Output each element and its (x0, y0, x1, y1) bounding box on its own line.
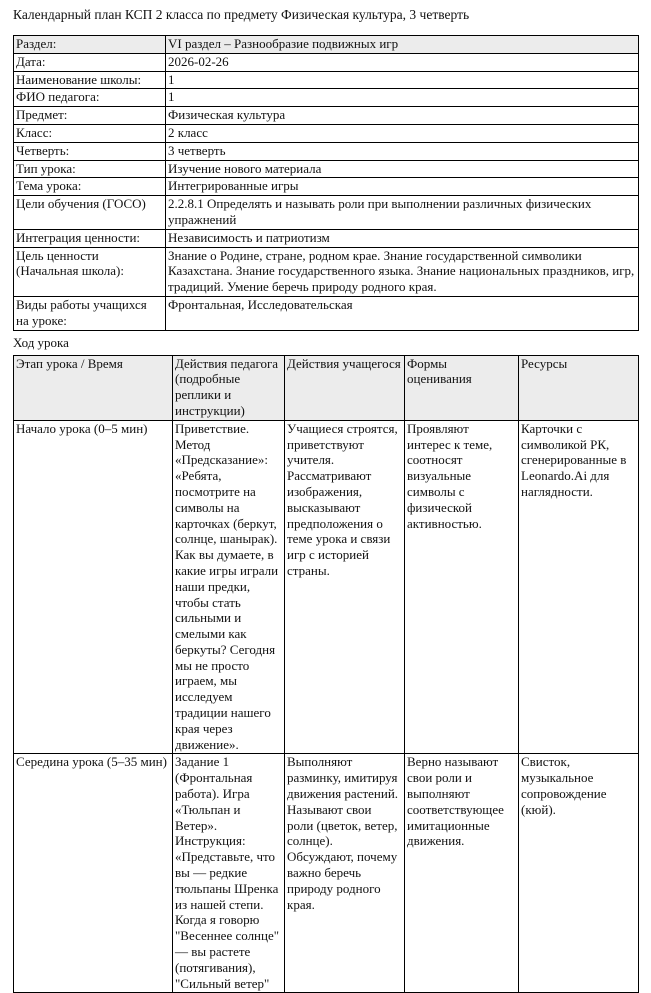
info-label-cell: Интеграция ценности: (14, 229, 166, 247)
info-value-cell: Физическая культура (166, 107, 639, 125)
info-label-cell: Класс: (14, 124, 166, 142)
info-table-row (14, 229, 639, 247)
lesson-plan-table (13, 355, 639, 993)
info-label-cell: ФИО педагога: (14, 89, 166, 107)
info-table-row (14, 160, 639, 178)
teacher-actions-cell: Задание 1 (Фронтальная работа). Игра «Тюльпан и Ветер». Инструкция: «Представьте, что вы — редкие тюльпаны Шренка из нашей степи. Когда я говорю "Весеннее солнце" — вы растете (потягивания), "Сильный ветер" (173, 754, 285, 993)
resources-cell: Карточки с символикой РК, сгенерированные в Leonardo.Ai для наглядности. (519, 420, 639, 754)
resources-cell: Свисток, музыкальное сопровождение (кюй). (519, 754, 639, 993)
info-table-row (14, 178, 639, 196)
info-value-cell: Независимость и патриотизм (166, 229, 639, 247)
assessment-cell: Проявляют интерес к теме, соотносят визуальные символы с физической активностью. (405, 420, 519, 754)
student-actions-cell: Выполняют разминку, имитируя движения растений. Называют свои роли (цветок, ветер, солнце). Обсуждают, почему важно беречь природу родного края. (285, 754, 405, 993)
info-value-cell: 2.2.8.1 Определять и называть роли при выполнении различных физических упражнений (166, 196, 639, 230)
stage-cell: Начало урока (0–5 мин) (14, 420, 173, 754)
info-table-row (14, 89, 639, 107)
lesson-table-header-row (14, 355, 639, 420)
student-actions-cell: Учащиеся строятся, приветствуют учителя. Рассматривают изображения, высказывают предположения о теме урока и связи игр с историей страны. (285, 420, 405, 754)
lesson-table-row (14, 754, 639, 993)
column-header-stage: Этап урока / Время (14, 355, 173, 420)
info-value-cell: 1 (166, 89, 639, 107)
info-table-row (14, 53, 639, 71)
info-label-cell: Раздел: (14, 36, 166, 54)
info-value-cell: Фронтальная, Исследовательская (166, 296, 639, 330)
info-table (13, 35, 639, 331)
page-title: Календарный план КСП 2 класса по предмету Физическая культура, 3 четверть (13, 7, 470, 22)
info-table-row (14, 71, 639, 89)
info-value-cell: 2026-02-26 (166, 53, 639, 71)
info-table-row (14, 107, 639, 125)
column-header-resources: Ресурсы (519, 355, 639, 420)
stage-cell: Середина урока (5–35 мин) (14, 754, 173, 993)
teacher-actions-cell: Приветствие. Метод «Предсказание»: «Ребята, посмотрите на символы на карточках (беркут, солнце, шанырак). Как вы думаете, в какие игры играли наши предки, чтобы стать сильными и смелыми как беркуты? Сегодня мы не просто играем, мы исследуем традиции нашего края через движение». (173, 420, 285, 754)
info-label-cell: Четверть: (14, 142, 166, 160)
info-table-row (14, 196, 639, 230)
info-value-cell: VI раздел – Разнообразие подвижных игр (166, 36, 639, 54)
info-value-cell: 2 класс (166, 124, 639, 142)
info-value-cell: 1 (166, 71, 639, 89)
info-label-cell: Наименование школы: (14, 71, 166, 89)
info-label-cell: Цели обучения (ГОСО) (14, 196, 166, 230)
column-header-student-actions: Действия учащегося (285, 355, 405, 420)
info-table-row (14, 247, 639, 296)
info-table-row (14, 296, 639, 330)
info-table-row (14, 124, 639, 142)
assessment-cell: Верно называют свои роли и выполняют соответствующее имитационные движения. (405, 754, 519, 993)
info-label-cell: Цель ценности (Начальная школа): (14, 247, 166, 296)
info-label-cell: Тема урока: (14, 178, 166, 196)
info-value-cell: Изучение нового материала (166, 160, 639, 178)
lesson-table-row (14, 420, 639, 754)
info-value-cell: 3 четверть (166, 142, 639, 160)
info-label-cell: Тип урока: (14, 160, 166, 178)
info-table-row (14, 36, 639, 54)
info-label-cell: Предмет: (14, 107, 166, 125)
column-header-assessment: Формы оценивания (405, 355, 519, 420)
info-label-cell: Виды работы учащихся на уроке: (14, 296, 166, 330)
info-value-cell: Знание о Родине, стране, родном крае. Знание государственной символики Казахстана. Знание государственного языка. Знание национальных праздников, игр, традиций. Умение беречь природу родного края. (166, 247, 639, 296)
info-label-cell: Дата: (14, 53, 166, 71)
column-header-teacher-actions: Действия педагога (подробные реплики и инструкции) (173, 355, 285, 420)
section-heading: Ход урока (13, 334, 69, 350)
info-table-row (14, 142, 639, 160)
info-value-cell: Интегрированные игры (166, 178, 639, 196)
